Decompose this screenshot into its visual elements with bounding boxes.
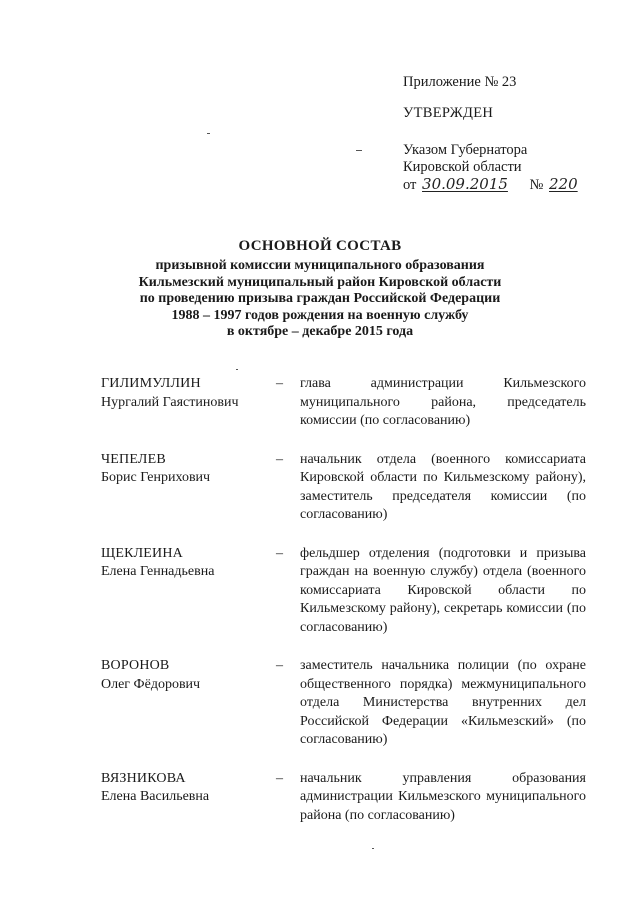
approved-label: УТВЕРЖДЕН [403, 105, 494, 121]
decree-date-line [403, 176, 623, 194]
subtitle-line: призывной комиссии муниципального образования [155, 258, 485, 273]
member-given-name: Борис Генрихович [101, 470, 211, 485]
member-dash: – [276, 545, 283, 561]
member-name [101, 375, 276, 431]
member-role: начальник управления образования администрации Кильмезского муниципального района (по согласованию) [300, 770, 586, 823]
member-surname: ЧЕПЕЛЕВ [101, 451, 166, 467]
member-dash: – [276, 376, 283, 391]
document-title: ОСНОВНОЙ СОСТАВ [238, 238, 402, 254]
member-surname: ГИЛИМУЛЛИН [101, 376, 201, 391]
member-surname: ВОРОНОВ [101, 658, 170, 673]
date-prefix: от [403, 177, 417, 193]
member-dash: – [276, 770, 283, 786]
member-role: глава администрации Кильмезского муниципального района, председатель комиссии (по согласованию) [300, 376, 586, 428]
decree-region: Кировской области [403, 159, 522, 175]
member-dash: – [276, 658, 283, 673]
handwritten-date: 30.09.2015 [422, 175, 508, 193]
scan-speck [207, 133, 210, 134]
member-name [101, 545, 276, 638]
subtitle-line: 1988 – 1997 годов рождения на военную службу [171, 307, 469, 323]
member-given-name: Елена Геннадьевна [101, 564, 215, 579]
member-name [101, 770, 276, 826]
number-prefix: № [529, 177, 544, 193]
document-heading [0, 237, 640, 341]
member-entry [101, 657, 586, 750]
member-name [101, 657, 276, 750]
decree-line: Указом Губернатора [403, 142, 528, 158]
member-role: начальник отдела (военного комиссариата Кировской области по Кильмезскому району), заместитель председателя комиссии (по согласованию) [300, 451, 586, 522]
approval-block [403, 74, 623, 194]
scan-speck [372, 848, 374, 849]
member-given-name: Олег Фёдорович [101, 676, 201, 692]
subtitle-line: по проведению призыва граждан Российской Федерации [139, 291, 501, 307]
member-surname: ЩЕКЛЕИНА [101, 545, 183, 561]
scan-speck [236, 369, 238, 370]
member-name [101, 451, 276, 525]
appendix-number: Приложение № 23 [403, 74, 517, 90]
handwritten-number: 220 [549, 175, 578, 193]
member-entry [101, 770, 586, 826]
member-role: фельдшер отделения (подготовки и призыва граждан на военную службу) отдела (военного комиссариата Кировской области по Кильмезскому району), секретарь комиссии (по согласованию) [300, 545, 586, 635]
member-entry [101, 375, 586, 431]
commission-members-list [101, 375, 586, 845]
scan-speck [356, 150, 362, 151]
member-dash: – [276, 451, 283, 467]
subtitle-line: в октябре – декабре 2015 года [226, 324, 414, 340]
subtitle-line: Кильмезский муниципальный район Кировской области [138, 274, 502, 290]
member-given-name: Елена Васильевна [101, 789, 210, 804]
member-given-name: Нургалий Гаястинович [101, 394, 239, 410]
member-entry [101, 451, 586, 525]
member-surname: ВЯЗНИКОВА [101, 770, 186, 786]
member-role: заместитель начальника полиции (по охране общественного порядка) межмуниципального отдела Министерства внутренних дел Российской Федерации «Кильмезский» (по согласованию) [300, 658, 586, 747]
member-entry [101, 545, 586, 638]
